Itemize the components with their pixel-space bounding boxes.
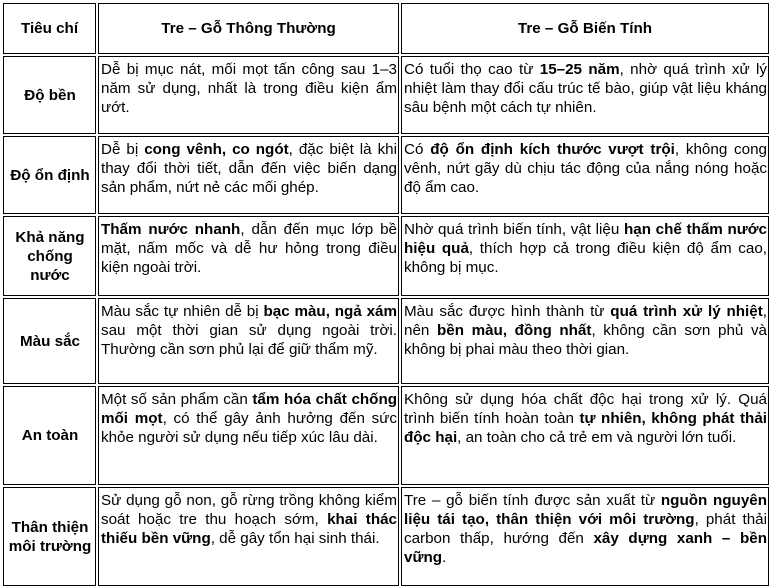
text-segment: Tre – gỗ biến tính được sản xuất từ [404,492,661,509]
header-conventional: Tre – Gỗ Thông Thường [98,3,399,54]
text-segment: Có [404,141,431,158]
text-segment: Màu sắc tự nhiên dễ bị [101,303,264,320]
table-row [3,56,769,134]
text-segment: , nhờ quá trình xử lý nhiệt làm thay đổi cấu trúc tế bào, giúp vật liệu kháng sâu bệnh một cách tự nhiên. [404,61,767,116]
table-row [3,298,769,384]
table-row [3,487,769,586]
modified-cell [401,136,769,214]
bold-text: độ ổn định kích thước vượt trội [430,141,675,158]
bold-text: bền màu, đồng nhất [436,322,592,339]
text-segment: Không sử dụng hóa chất độc hại trong xử lý. Quá trình biến tính hoàn toàn [404,391,767,427]
text-segment: Màu sắc được hình thành từ [404,303,611,320]
bold-text: khai thác thiếu bền vững [101,511,397,547]
text-segment: Một số sản phẩm cần [101,391,253,408]
text-segment: , nên [404,303,767,339]
bold-text: cong vênh, co ngót [144,141,289,158]
modified-cell [401,386,769,485]
modified-cell [401,216,769,296]
criterion-cell: Thân thiện môi trường [3,487,96,586]
conventional-cell [98,386,399,485]
table-row [3,216,769,296]
bold-text: bạc màu, ngả xám [263,303,397,320]
criterion-cell: Khả năng chống nước [3,216,96,296]
conventional-cell [98,216,399,296]
modified-cell [401,298,769,384]
table-row [3,136,769,214]
text-segment: , không cần sơn phủ và không bị phai màu theo thời gian. [404,322,767,358]
text-segment: Dễ bị [101,141,145,158]
bold-text: tẩm hóa chất chống mối mọt [101,391,397,427]
table-row [3,386,769,485]
bold-text: hạn chế thấm nước hiệu quả [404,221,767,257]
header-modified: Tre – Gỗ Biến Tính [401,3,769,54]
comparison-table [1,1,771,588]
text-segment: , có thể gây ảnh hưởng đến sức khỏe người sử dụng nếu tiếp xúc lâu dài. [101,410,398,446]
text-segment: sau một thời gian sử dụng ngoài trời. Thường cần sơn phủ lại để giữ thẩm mỹ. [101,322,397,358]
criterion-cell: Màu sắc [3,298,96,384]
text-segment: , dẫn đến mục lớp bề mặt, nấm mốc và dễ hư hỏng trong điều kiện ngoài trời. [101,221,397,276]
modified-cell [401,487,769,586]
text-segment: Nhờ quá trình biến tính, vật liệu [404,221,624,238]
conventional-cell [98,56,399,134]
header-row [3,3,769,54]
text-segment: , phát thải carbon thấp, hướng đến [404,511,767,547]
text-segment: , không cong vênh, nứt gãy dù chịu tác động của nắng nóng hoặc độ ẩm cao. [404,141,767,196]
conventional-cell [98,487,399,586]
criterion-cell: Độ bền [3,56,96,134]
bold-text: nguồn nguyên liệu tái tạo, thân thiện với môi trường [404,492,768,528]
conventional-cell [98,298,399,384]
text-segment: Có tuổi thọ cao từ [404,61,540,78]
text-segment: , dễ gây tổn hại sinh thái. [210,530,380,547]
text-segment: Sử dụng gỗ non, gỗ rừng trồng không kiểm soát hoặc tre thu hoạch sớm, [101,492,397,528]
text-segment: . [442,549,447,566]
text-segment: , thích hợp cả trong điều kiện độ ẩm cao, không bị mục. [404,240,767,276]
text-segment: Dễ bị mục nát, mối mọt tấn công sau 1–3 năm sử dụng, nhất là trong điều kiện ẩm ướt. [101,61,397,116]
text-segment: , an toàn cho cả trẻ em và người lớn tuổi. [457,429,737,446]
bold-text: quá trình xử lý nhiệt [610,303,763,320]
header-criterion: Tiêu chí [3,3,96,54]
conventional-cell [98,136,399,214]
text-segment: , đặc biệt là khi thay đổi thời tiết, dẫn đến việc biến dạng sản phẩm, nứt nẻ các mối ghép. [101,141,397,196]
modified-cell [401,56,769,134]
bold-text: Thấm nước nhanh [101,221,241,238]
bold-text: tự nhiên, không phát thải độc hại [404,410,767,446]
criterion-cell: An toàn [3,386,96,485]
criterion-cell: Độ ổn định [3,136,96,214]
bold-text: 15–25 năm [539,61,620,78]
bold-text: xây dựng xanh – bền vững [404,530,767,566]
